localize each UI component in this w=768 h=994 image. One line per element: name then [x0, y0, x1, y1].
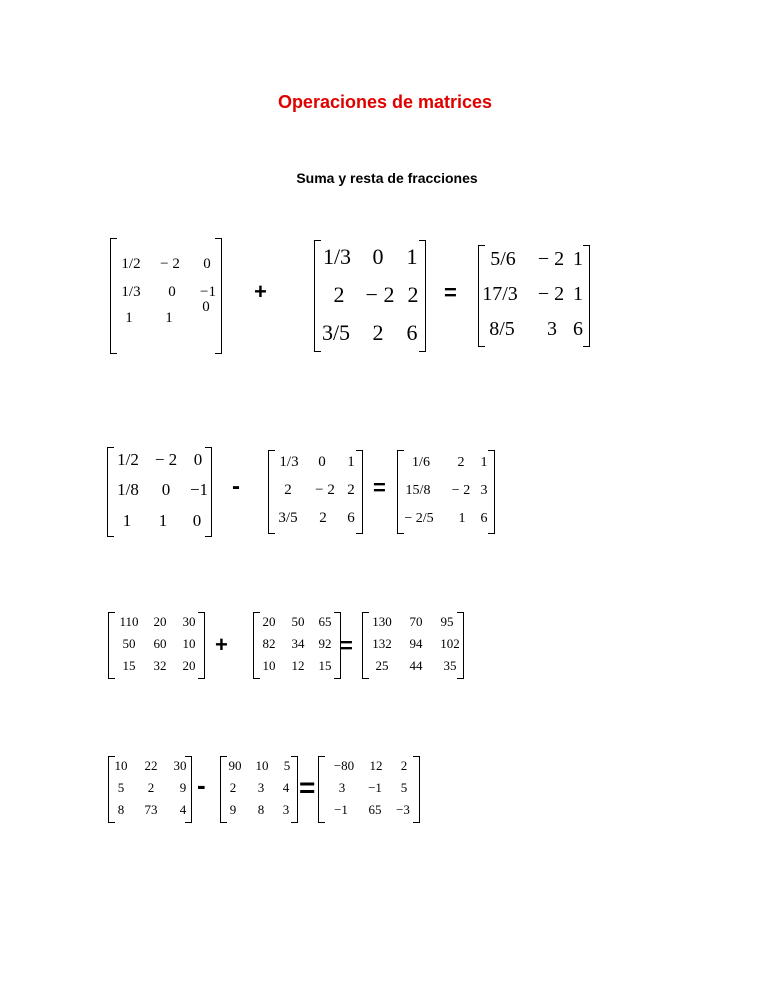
eq2-r-cell: − 2 — [451, 483, 471, 498]
eq2-a-cell: 1 — [158, 511, 168, 530]
eq1-matrix-a — [110, 238, 222, 354]
eq3-r-cell: 95 — [440, 614, 454, 629]
eq2-r-cell: 2 — [457, 455, 465, 470]
eq2-result-matrix — [397, 450, 495, 534]
eq1-r-cell: 5/6 — [490, 248, 516, 270]
eq1-a-cell: 1 — [125, 310, 133, 326]
eq3-a-cell: 15 — [122, 658, 136, 673]
eq4-r-cell: 2 — [400, 758, 408, 773]
eq2-b-cell: − 2 — [315, 482, 335, 498]
eq3-b-cell: 10 — [262, 658, 276, 673]
eq2-b-cell: 2 — [284, 482, 292, 498]
eq2-r-cell: 15/8 — [405, 483, 431, 498]
eq1-operator: + — [254, 279, 267, 304]
eq3-b-cell: 34 — [291, 636, 305, 651]
eq2-r-cell: 1/6 — [412, 455, 430, 470]
eq1-r-cell: − 2 — [537, 248, 565, 270]
eq4-a-cell: 2 — [147, 780, 155, 795]
eq1-r-cell: 1 — [573, 283, 583, 305]
eq2-a-cell: 0 — [161, 480, 171, 499]
eq1-a-cell: 1/2 — [121, 256, 141, 272]
eq4-result-matrix — [318, 756, 420, 823]
eq4-operator: - — [197, 770, 206, 800]
eq4-r-cell: −1 — [368, 780, 382, 795]
eq4-r-cell: −1 — [334, 802, 348, 817]
eq4-a-cell: 4 — [179, 802, 187, 817]
eq4-a-cell: 10 — [114, 758, 128, 773]
eq1-b-cell: 2 — [407, 282, 419, 307]
eq1-a-cell: 0 — [168, 284, 176, 300]
eq4-r-cell: 12 — [369, 758, 383, 773]
eq2-matrix-b — [268, 450, 363, 534]
eq1-r-cell: 17/3 — [482, 283, 518, 305]
eq3-b-cell: 20 — [262, 614, 276, 629]
eq1-a-cell: 1/3 — [121, 284, 141, 300]
eq4-b-cell: 90 — [228, 758, 242, 773]
eq1-r-cell: 6 — [573, 318, 583, 340]
eq3-b-cell: 15 — [318, 658, 332, 673]
eq2-a-cell: 0 — [192, 511, 202, 530]
eq4-b-cell: 9 — [229, 802, 237, 817]
eq1-a-cell: − 2 — [160, 256, 180, 272]
eq1-equals-sign: = — [444, 280, 457, 305]
eq3-r-cell: 44 — [409, 658, 423, 673]
eq3-a-cell: 32 — [153, 658, 167, 673]
eq2-operator: - — [232, 473, 240, 500]
eq4-a-cell: 73 — [144, 802, 158, 817]
eq3-a-cell: 10 — [182, 636, 196, 651]
eq1-b-cell: 2 — [372, 320, 384, 345]
eq4-matrix-a — [108, 756, 192, 823]
eq3-a-cell: 20 — [153, 614, 167, 629]
eq1-result-matrix — [478, 245, 590, 347]
eq2-b-cell: 0 — [318, 454, 326, 470]
eq1-b-cell: 2 — [333, 282, 345, 307]
eq4-r-cell: 5 — [400, 780, 408, 795]
eq3-matrix-a — [108, 612, 205, 679]
eq2-a-cell: 1/8 — [117, 480, 139, 499]
eq4-a-cell: 9 — [179, 780, 187, 795]
eq3-r-cell: 25 — [375, 658, 389, 673]
eq4-b-cell: 3 — [257, 780, 265, 795]
eq1-r-cell: 1 — [573, 248, 583, 270]
eq3-a-cell: 110 — [119, 614, 139, 629]
eq4-a-cell: 30 — [173, 758, 187, 773]
eq1-b-cell: 3/5 — [321, 320, 351, 345]
eq4-b-cell: 2 — [229, 780, 237, 795]
eq2-a-cell: 1/2 — [117, 450, 139, 469]
eq4-a-cell: 5 — [117, 780, 125, 795]
eq1-a-cell: 0 — [202, 299, 210, 315]
eq2-b-cell: 2 — [347, 482, 355, 498]
eq3-r-cell: 94 — [409, 636, 423, 651]
eq1-r-cell: 3 — [547, 318, 557, 340]
eq3-r-cell: 102 — [440, 636, 460, 651]
eq2-r-cell: 3 — [480, 483, 488, 498]
eq3-b-cell: 92 — [318, 636, 332, 651]
eq1-b-cell: 1 — [406, 244, 418, 269]
eq3-b-cell: 82 — [262, 636, 276, 651]
eq2-r-cell: − 2/5 — [404, 511, 434, 526]
eq3-r-cell: 35 — [443, 658, 457, 673]
eq2-equals-sign: = — [373, 475, 386, 500]
eq3-a-cell: 60 — [153, 636, 167, 651]
eq1-a-cell: 0 — [203, 256, 211, 272]
eq2-b-cell: 1/3 — [279, 454, 299, 470]
eq4-b-cell: 10 — [255, 758, 269, 773]
eq1-b-cell: 1/3 — [322, 244, 352, 269]
eq3-r-cell: 130 — [372, 614, 392, 629]
eq2-r-cell: 1 — [480, 455, 488, 470]
eq4-r-cell: 65 — [368, 802, 382, 817]
eq3-matrix-b — [253, 612, 341, 679]
eq2-b-cell: 2 — [319, 510, 327, 526]
eq4-a-cell: 22 — [144, 758, 158, 773]
eq3-r-cell: 132 — [372, 636, 392, 651]
eq3-b-cell: 50 — [291, 614, 305, 629]
eq4-r-cell: −80 — [333, 758, 355, 773]
eq1-a-cell: −1 — [200, 284, 216, 300]
eq1-a-cell: 1 — [165, 310, 173, 326]
eq1-matrix-b — [314, 240, 426, 352]
eq1-r-cell: 8/5 — [489, 318, 515, 340]
eq2-r-cell: 1 — [458, 511, 466, 526]
eq2-b-cell: 3/5 — [278, 510, 298, 526]
eq1-r-cell: − 2 — [537, 283, 565, 305]
eq4-b-cell: 5 — [283, 758, 291, 773]
eq2-a-cell: − 2 — [154, 450, 178, 469]
eq3-a-cell: 30 — [182, 614, 196, 629]
eq2-matrix-a — [107, 447, 212, 537]
section-subtitle: Suma y resta de fracciones — [296, 170, 478, 186]
eq4-b-cell: 3 — [282, 802, 290, 817]
eq2-r-cell: 6 — [480, 511, 488, 526]
eq3-result-matrix — [362, 612, 464, 679]
eq3-a-cell: 20 — [182, 658, 196, 673]
eq3-operator: + — [215, 632, 228, 657]
eq1-b-cell: − 2 — [365, 282, 395, 307]
eq2-a-cell: 0 — [193, 450, 203, 469]
eq3-a-cell: 50 — [122, 636, 136, 651]
eq2-a-cell: −1 — [189, 480, 209, 499]
eq2-b-cell: 1 — [347, 454, 355, 470]
eq2-a-cell: 1 — [122, 511, 132, 530]
eq1-b-cell: 0 — [372, 244, 384, 269]
eq2-b-cell: 6 — [347, 510, 355, 526]
eq4-a-cell: 8 — [117, 802, 125, 817]
eq3-equals-sign: = — [340, 633, 353, 658]
eq1-b-cell: 6 — [406, 320, 418, 345]
page-title: Operaciones de matrices — [277, 92, 493, 112]
eq4-r-cell: −3 — [396, 802, 410, 817]
eq4-equals-sign: = — [299, 772, 316, 803]
eq3-r-cell: 70 — [409, 614, 423, 629]
eq4-matrix-b — [220, 756, 298, 823]
eq4-b-cell: 4 — [282, 780, 290, 795]
eq3-b-cell: 12 — [291, 658, 305, 673]
eq4-r-cell: 3 — [338, 780, 346, 795]
eq3-b-cell: 65 — [318, 614, 332, 629]
eq4-b-cell: 8 — [257, 802, 265, 817]
